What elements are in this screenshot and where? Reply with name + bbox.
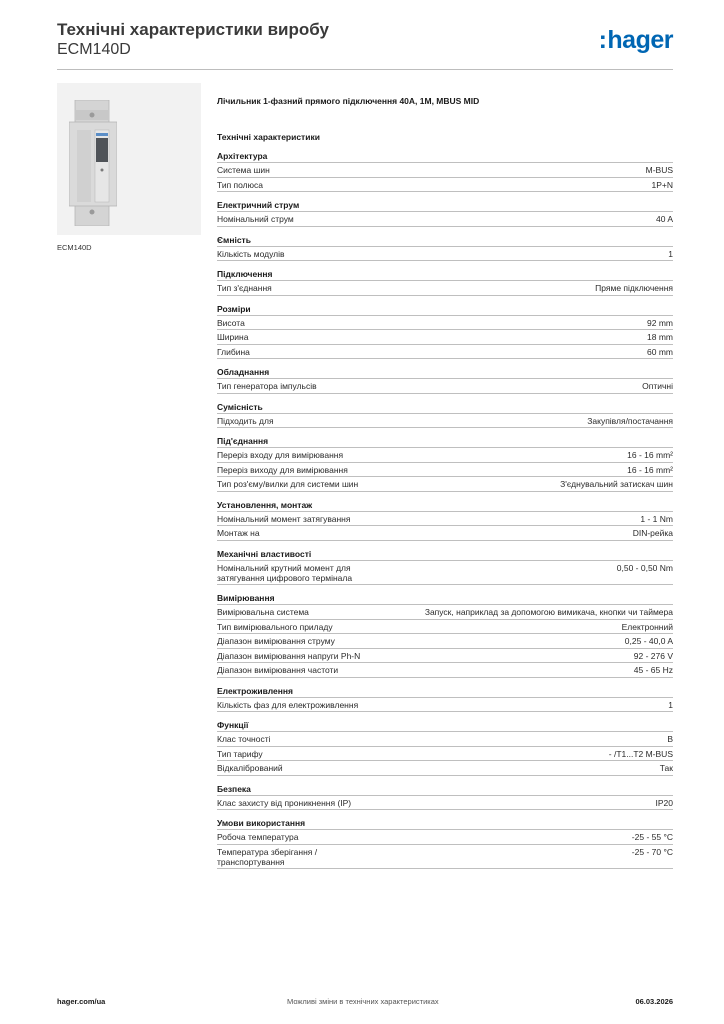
spec-row	[217, 605, 673, 620]
footer-disclaimer: Можливі зміни в технічних характеристиках	[287, 997, 439, 1006]
spec-value: Оптичні	[642, 381, 673, 391]
spec-row	[217, 330, 673, 345]
spec-label: Ширина	[217, 332, 249, 342]
footer-date: 06.03.2026	[635, 997, 673, 1006]
section-title: Установлення, монтаж	[217, 500, 673, 512]
section-title: Електричний струм	[217, 200, 673, 212]
spec-section	[217, 200, 673, 227]
spec-section	[217, 720, 673, 776]
spec-sections	[217, 151, 673, 869]
section-title: Механічні властивості	[217, 549, 673, 561]
spec-row	[217, 845, 673, 870]
specs-heading: Технічні характеристики	[217, 132, 320, 142]
spec-row	[217, 634, 673, 649]
spec-value: З'єднувальний затискач шин	[560, 479, 673, 489]
spec-label: Клас захисту від проникнення (IP)	[217, 797, 352, 808]
spec-row	[217, 698, 673, 713]
spec-value: Так	[659, 763, 673, 773]
spec-row	[217, 379, 673, 394]
spec-value: Електронний	[621, 621, 673, 632]
spec-label: Тип з'єднання	[217, 283, 272, 293]
spec-value: 16 - 16 mm²	[627, 450, 673, 460]
spec-label: Діапазон вимірювання частоти	[217, 665, 339, 675]
spec-value: 92 mm	[647, 317, 673, 328]
section-title: Вимірювання	[217, 593, 673, 605]
spec-value: Пряме підключення	[595, 283, 673, 293]
spec-label: Тип генератора імпульсів	[217, 381, 317, 391]
spec-value: 45 - 65 Hz	[633, 665, 673, 675]
spec-label: Номінальний крутний момент для затягування цифрового термінала	[217, 562, 353, 583]
spec-row	[217, 830, 673, 845]
spec-row	[217, 561, 673, 586]
spec-value: 1	[668, 699, 673, 710]
spec-section	[217, 436, 673, 492]
spec-section	[217, 686, 673, 713]
logo-text: hager	[607, 26, 673, 54]
spec-section	[217, 367, 673, 394]
spec-value: 18 mm	[647, 332, 673, 342]
spec-value: M-BUS	[645, 165, 673, 175]
spec-row	[217, 448, 673, 463]
spec-section	[217, 402, 673, 429]
section-title: Умови використання	[217, 818, 673, 830]
spec-value: 1	[668, 248, 673, 259]
spec-value: B	[667, 734, 673, 744]
spec-section	[217, 549, 673, 586]
product-description: Лічильник 1-фазний прямого підключення 40A, 1M, MBUS MID	[217, 96, 480, 106]
spec-label: Тип тарифу	[217, 748, 263, 759]
section-title: Під'єднання	[217, 436, 673, 448]
spec-value: 40 A	[655, 214, 673, 224]
spec-row	[217, 463, 673, 478]
section-title: Ємність	[217, 235, 673, 247]
spec-row	[217, 247, 673, 262]
spec-label: Тип роз'єму/вилки для системи шин	[217, 479, 359, 489]
section-title: Безпека	[217, 784, 673, 796]
spec-label: Температура зберігання / транспортування	[217, 846, 318, 867]
section-title: Розміри	[217, 304, 673, 316]
spec-row	[217, 212, 673, 227]
product-code: ECM140D	[57, 41, 131, 58]
spec-row	[217, 526, 673, 541]
spec-row	[217, 281, 673, 296]
spec-label: Діапазон вимірювання напруги Ph-N	[217, 650, 361, 661]
spec-value: -25 - 55 °C	[631, 832, 673, 842]
section-title: Обладнання	[217, 367, 673, 379]
section-title: Електроживлення	[217, 686, 673, 698]
spec-label: Кількість фаз для електроживлення	[217, 699, 359, 710]
spec-value: - /T1...T2 M-BUS	[608, 748, 673, 759]
spec-section	[217, 151, 673, 192]
spec-row	[217, 178, 673, 193]
footer-website: hager.com/ua	[57, 997, 106, 1006]
spec-value: Закупівля/постачання	[587, 415, 673, 426]
spec-section	[217, 500, 673, 541]
spec-label: Тип полюса	[217, 179, 263, 190]
spec-row	[217, 163, 673, 178]
spec-label: Тип вимірювального приладу	[217, 621, 333, 632]
spec-value: Запуск, наприклад за допомогою вимикача, кнопки чи таймера	[424, 607, 673, 617]
spec-label: Монтаж на	[217, 528, 260, 538]
spec-row	[217, 345, 673, 360]
spec-label: Робоча температура	[217, 832, 299, 842]
section-title: Функції	[217, 720, 673, 732]
spec-section	[217, 593, 673, 678]
spec-value: 1 - 1 Nm	[640, 513, 673, 524]
spec-section	[217, 235, 673, 262]
spec-label: Номінальний струм	[217, 214, 294, 224]
spec-label: Переріз входу для вимірювання	[217, 450, 344, 460]
spec-value: 0,50 - 0,50 Nm	[616, 562, 673, 573]
spec-label: Діапазон вимірювання струму	[217, 636, 335, 646]
spec-section	[217, 784, 673, 811]
page-title: Технічні характеристики виробу	[57, 20, 329, 39]
meter-device-illustration	[69, 100, 117, 226]
spec-row	[217, 512, 673, 527]
spec-label: Клас точності	[217, 734, 271, 744]
spec-label: Переріз виходу для вимірювання	[217, 464, 348, 475]
header-divider	[57, 69, 673, 70]
spec-row	[217, 649, 673, 664]
spec-label: Підходить для	[217, 415, 274, 426]
spec-label: Номінальний момент затягування	[217, 513, 351, 524]
spec-value: 60 mm	[647, 346, 673, 357]
spec-row	[217, 477, 673, 492]
spec-section	[217, 304, 673, 360]
image-caption: ECM140D	[57, 243, 92, 252]
spec-value: DIN-рейка	[632, 528, 673, 538]
spec-row	[217, 414, 673, 429]
spec-value: 0,25 - 40,0 A	[624, 636, 673, 646]
spec-label: Кількість модулів	[217, 248, 285, 259]
spec-label: Висота	[217, 317, 245, 328]
spec-row	[217, 747, 673, 762]
spec-section	[217, 269, 673, 296]
spec-label: Вимірювальна система	[217, 607, 309, 617]
spec-value: 1P+N	[651, 179, 673, 190]
spec-row	[217, 732, 673, 747]
spec-row	[217, 796, 673, 811]
spec-content	[217, 95, 673, 869]
spec-label: Глибина	[217, 346, 250, 357]
spec-value: -25 - 70 °C	[631, 846, 673, 857]
page-header	[57, 20, 673, 70]
hager-logo: :hager	[598, 26, 673, 54]
spec-value: IP20	[655, 797, 673, 808]
spec-row	[217, 620, 673, 635]
spec-label: Відкалібрований	[217, 763, 283, 773]
spec-label: Система шин	[217, 165, 270, 175]
section-title: Підключення	[217, 269, 673, 281]
spec-row	[217, 316, 673, 331]
spec-value: 16 - 16 mm²	[627, 464, 673, 475]
section-title: Сумісність	[217, 402, 673, 414]
spec-value: 92 - 276 V	[633, 650, 673, 661]
spec-section	[217, 818, 673, 869]
section-title: Архітектура	[217, 151, 673, 163]
spec-row	[217, 761, 673, 776]
spec-row	[217, 663, 673, 678]
